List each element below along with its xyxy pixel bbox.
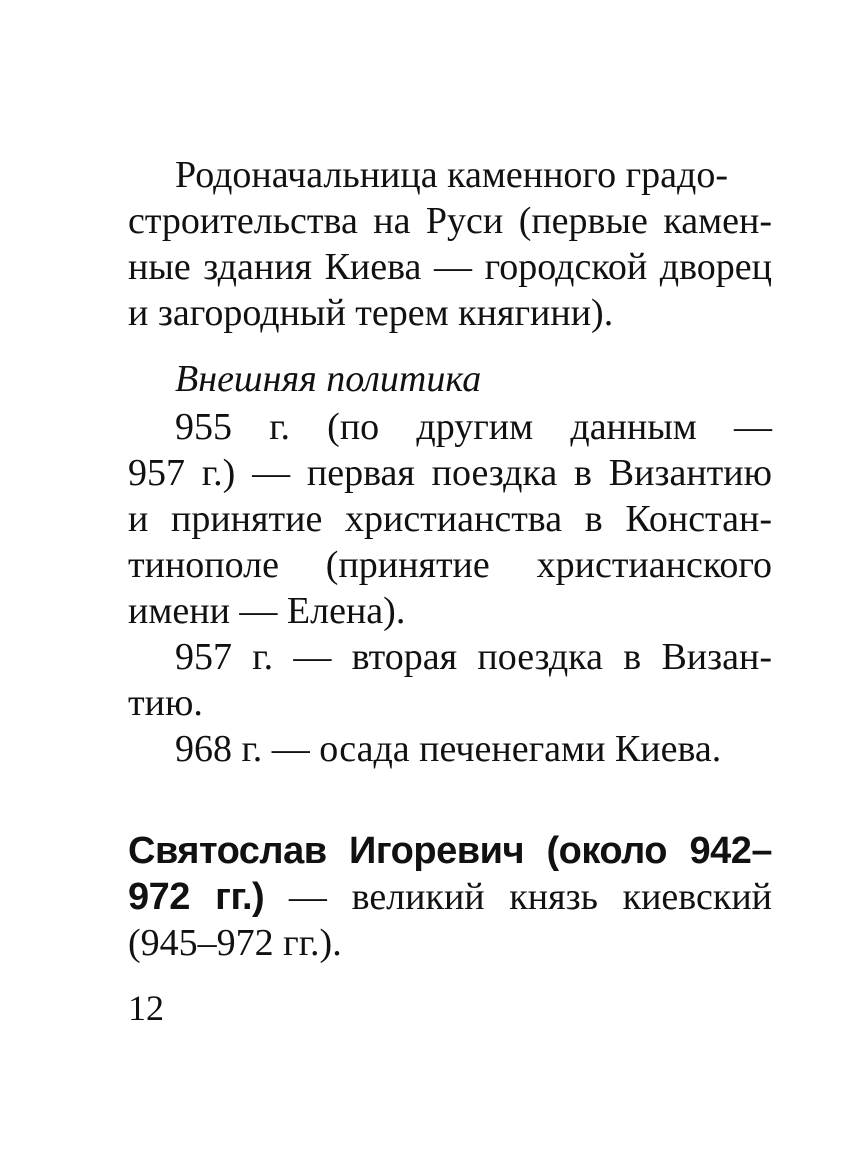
event-line: 957 г. — вторая поездка в Визан- (175, 636, 772, 678)
paragraph-line: ные здания Киева — городской дворец (128, 246, 772, 288)
person-title: — великий князь киевский (264, 876, 772, 918)
event-line: тию. (128, 682, 203, 724)
event-line: 955 г. (по другим данным — (175, 406, 772, 448)
section-heading: Внешняя политика (175, 358, 482, 400)
paragraph-line: строительства на Руси (первые камен- (128, 200, 772, 242)
event-line: тинополе (принятие христианского (128, 544, 772, 586)
event-line: 957 г.) — первая поездка в Византию (128, 452, 772, 494)
person-reign: (945–972 гг.). (128, 922, 342, 964)
event-line: 968 г. — осада печенегами Киева. (175, 728, 722, 770)
person-heading: Святослав Игоревич (около 942– (128, 830, 772, 872)
event-line: и принятие христианства в Констан- (128, 498, 772, 540)
paragraph-line: Родоначальница каменного градо- (175, 154, 729, 196)
person-heading-line (128, 874, 772, 920)
page-number: 12 (128, 988, 164, 1028)
event-line: имени — Елена). (128, 590, 406, 632)
person-dates: 972 гг.) (128, 876, 265, 918)
paragraph-line: и загородный терем княгини). (128, 292, 614, 334)
